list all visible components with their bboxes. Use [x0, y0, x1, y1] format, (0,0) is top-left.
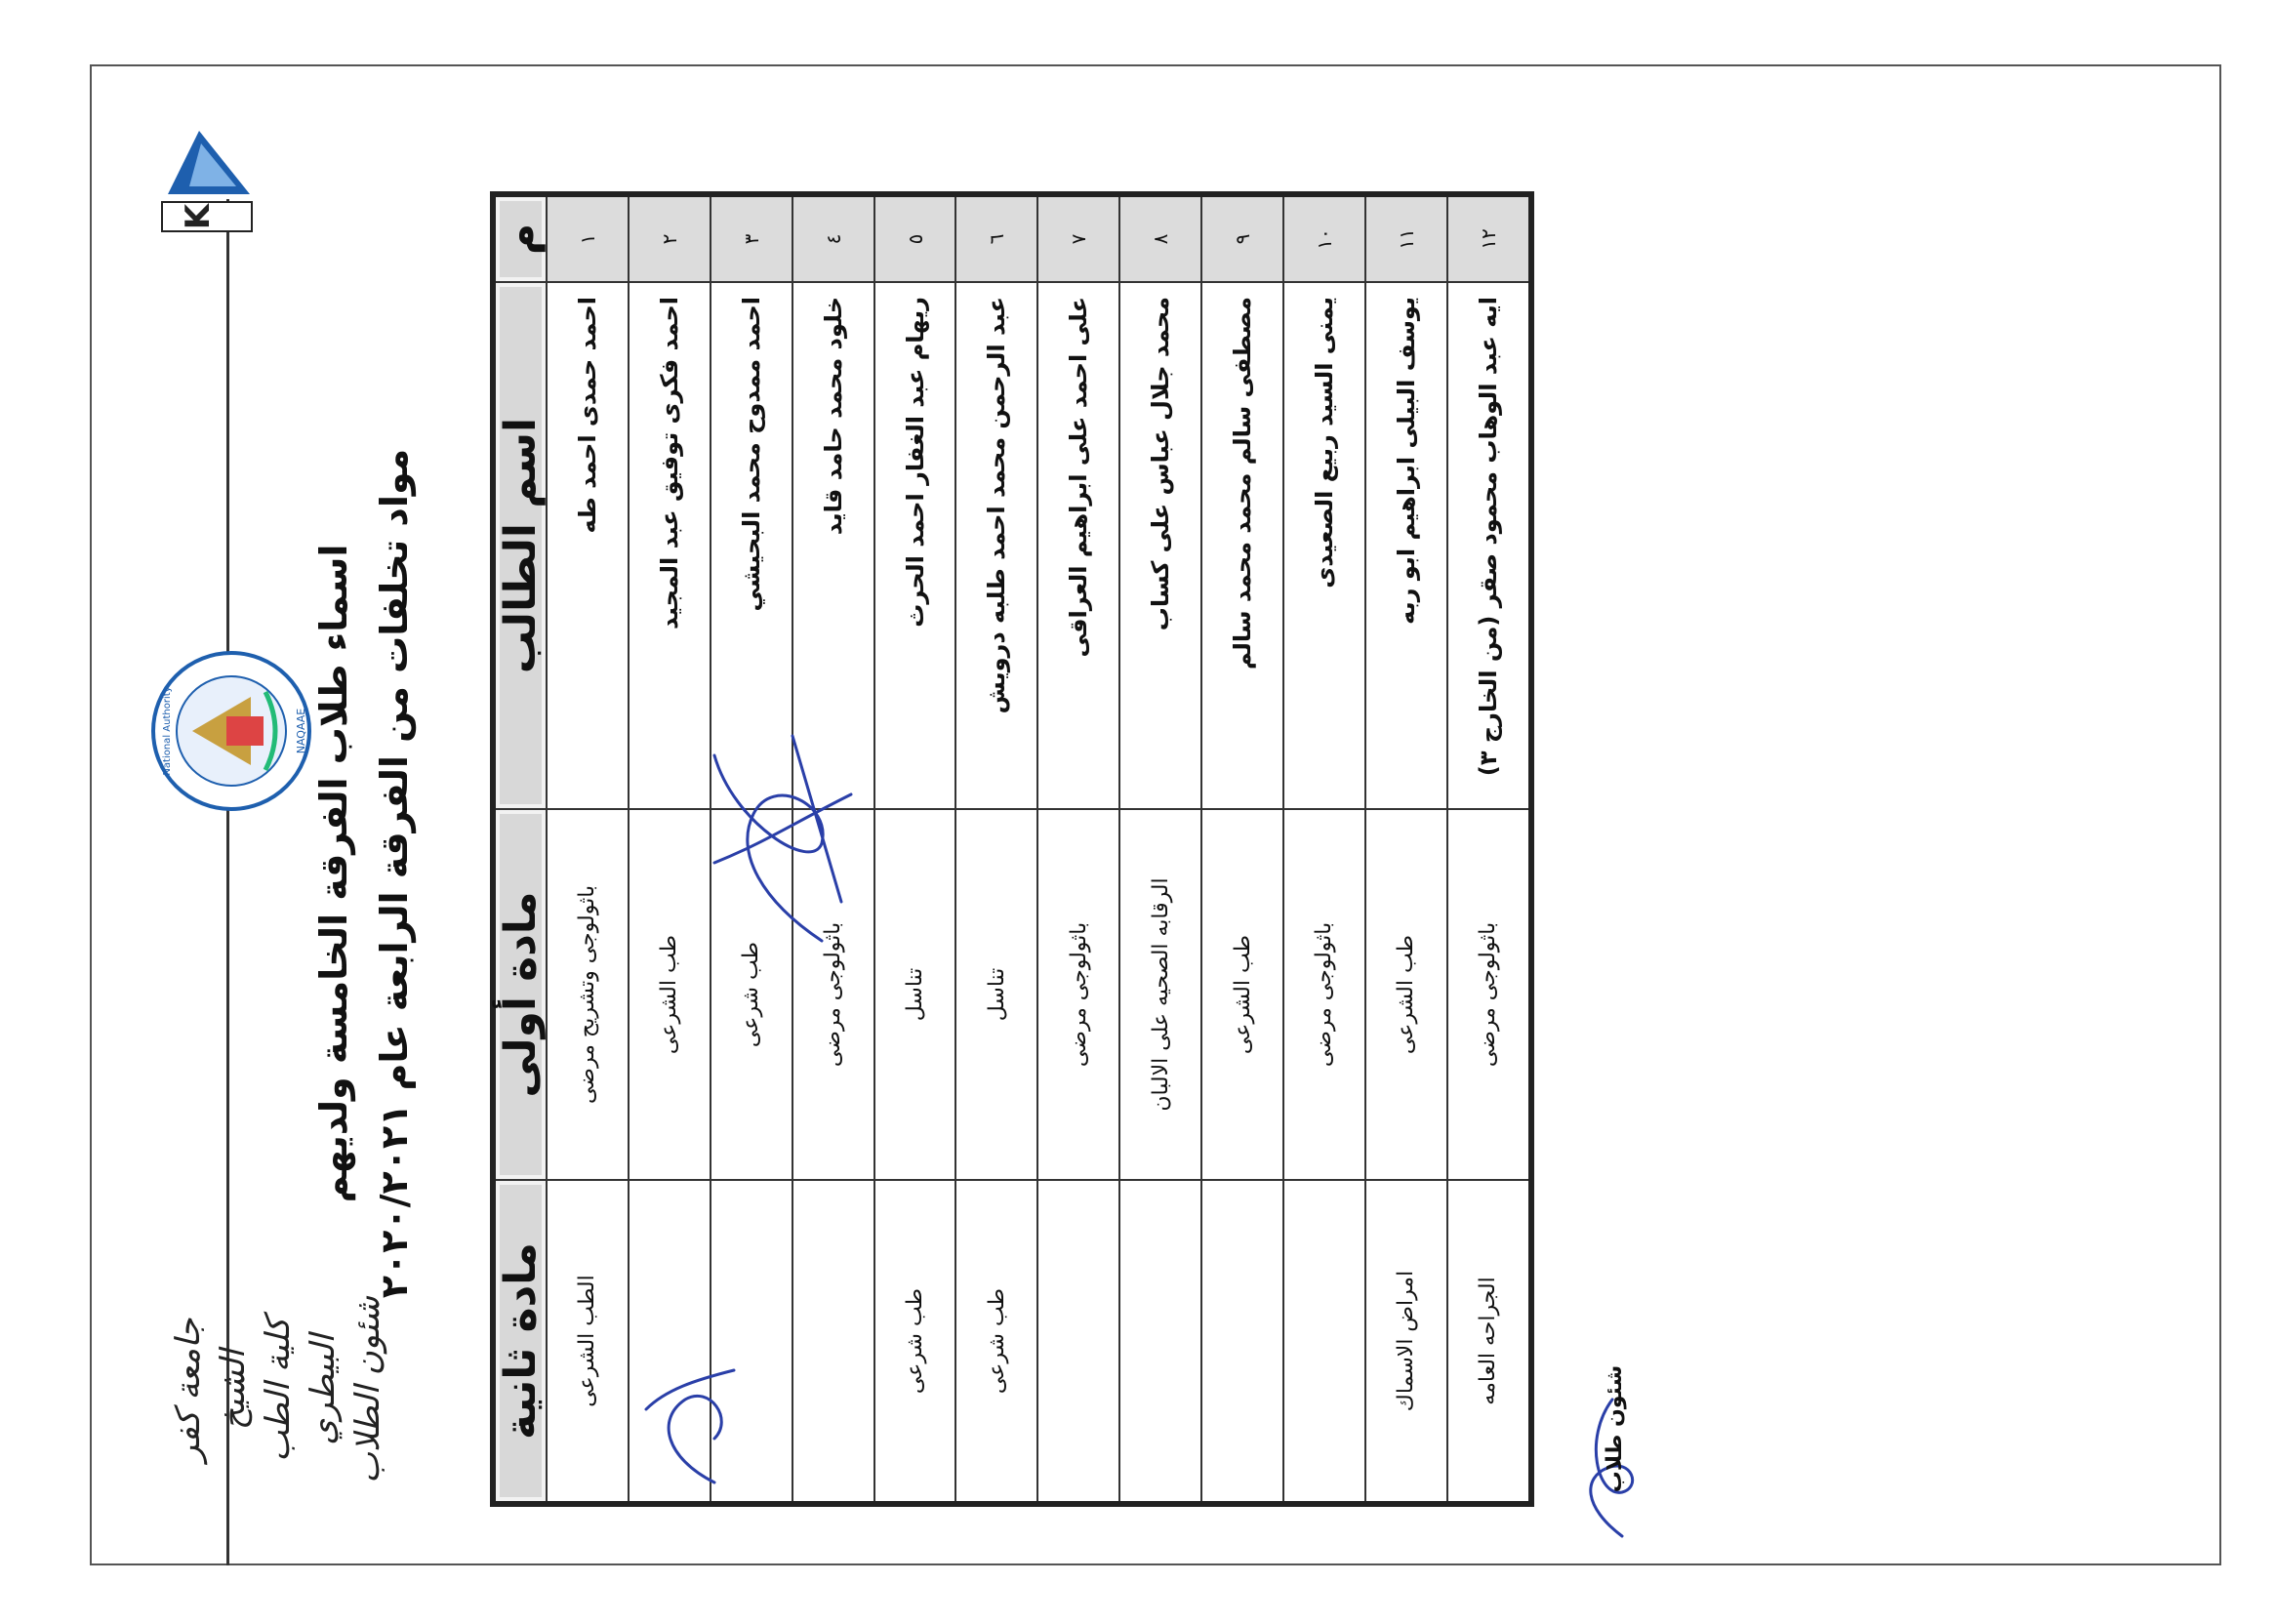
row-num: ٧ [1037, 194, 1119, 282]
row-num: ٥ [874, 194, 956, 282]
header-num: م [493, 194, 547, 282]
row-num: ٩ [1201, 194, 1283, 282]
subject-1: باثولوجى مرضى [1447, 809, 1531, 1180]
subject-1: باثولوجى مرضى [792, 809, 874, 1180]
student-name: خلود محمد حامد قايد [792, 282, 874, 809]
rotated-document [90, 64, 2221, 1565]
table-row [1447, 194, 1531, 1504]
document-subtitle: مواد تخلفات من الفرقة الرابعة عام ٢٠٢٠/٢٠٢١ [373, 448, 416, 1299]
subject-1: الرقابه الصحيه على الالبان [1119, 809, 1201, 1180]
table-row [1119, 194, 1201, 1504]
row-num: ٦ [955, 194, 1037, 282]
student-name: احمد حمدى احمد طه [547, 282, 629, 809]
subject-2: امراض الاسماك [1365, 1180, 1447, 1504]
row-num: ٢ [629, 194, 711, 282]
row-num: ٣ [711, 194, 792, 282]
naqaae-logo [148, 648, 314, 814]
subject-1: طب الشرعى [1365, 809, 1447, 1180]
subject-2: الطب الشرعى [547, 1180, 629, 1504]
subject-2: الجراحه العامه [1447, 1180, 1531, 1504]
subject-1: طب شرعى [711, 809, 792, 1180]
table-row [1365, 194, 1447, 1504]
faculty-stamp-line-1: جامعة كفر الشيخ [169, 1318, 253, 1462]
header-student-name: اسم الطالب [493, 282, 547, 809]
table-row [1283, 194, 1365, 1504]
student-name: محمد جلال عباس على كساب [1119, 282, 1201, 809]
faculty-stamp [166, 1273, 390, 1507]
row-num: ١٠ [1283, 194, 1365, 282]
student-name: يوسف البيلى ابراهيم ابو ربه [1365, 282, 1447, 809]
faculty-stamp-line-3: شئون الطلاب [348, 1295, 387, 1484]
subject-2 [1037, 1180, 1119, 1504]
faculty-stamp-line-2: كلية الطب البيطري [259, 1318, 343, 1462]
student-name: يمنى السيد ربيع الصعيدى [1283, 282, 1365, 809]
svg-text:K: K [179, 203, 218, 230]
row-num: ١ [547, 194, 629, 282]
table-row [955, 194, 1037, 1504]
subject-1: تناسل [874, 809, 956, 1180]
signature-small [627, 1351, 753, 1497]
table-row [1037, 194, 1119, 1504]
table-header-row [493, 194, 547, 1504]
signature-large [675, 707, 871, 960]
row-num: ٨ [1119, 194, 1201, 282]
header-subject-1: مادة أولى [493, 809, 547, 1180]
svg-text:NAQAAE: NAQAAE [295, 708, 307, 754]
subject-2 [792, 1180, 874, 1504]
row-num: ١١ [1365, 194, 1447, 282]
subject-2: طب شرعى [955, 1180, 1037, 1504]
student-name: على احمد على ابراهيم العراقى [1037, 282, 1119, 809]
student-name: مصطفى سالم محمد محمد سالم [1201, 282, 1283, 809]
subject-1: باثولوجى وتشريح مرضى [547, 809, 629, 1180]
subject-2 [1201, 1180, 1283, 1504]
student-name: ريهام عبد الغفار احمد الحرث [874, 282, 956, 809]
subject-1: طب الشرعى [1201, 809, 1283, 1180]
student-name: ايه عبد الوهاب محمود صقر (من الخارج ٣) [1447, 282, 1531, 809]
header-subject-2: مادة ثانية [493, 1180, 547, 1504]
subject-2 [1283, 1180, 1365, 1504]
subject-1: باثولوجى مرضى [1037, 809, 1119, 1180]
student-name: عبد الرحمن محمد احمد طلبه درويش [955, 282, 1037, 809]
subject-1: طب الشرعى [629, 809, 711, 1180]
student-name: احمد ممدوح محمد البحيشي [711, 282, 792, 809]
svg-text:National Authority: National Authority [162, 686, 173, 776]
subject-1: باثولوجى مرضى [1283, 809, 1365, 1180]
table-row [874, 194, 956, 1504]
university-logo [160, 126, 254, 233]
subject-2 [1119, 1180, 1201, 1504]
row-num: ٤ [792, 194, 874, 282]
table-row [547, 194, 629, 1504]
subject-2: طب شرعى [874, 1180, 956, 1504]
students-table [490, 197, 1534, 1507]
row-num: ١٢ [1447, 194, 1531, 282]
subject-1: تناسل [955, 809, 1037, 1180]
document-title: اسماء طلاب الفرقة الخامسة ولديهم [312, 544, 355, 1203]
table-row [1201, 194, 1283, 1504]
student-name: احمد فكرى توفيق عبد المجيد [629, 282, 711, 809]
student-affairs-label: شئون طلاب [1603, 1364, 1627, 1493]
